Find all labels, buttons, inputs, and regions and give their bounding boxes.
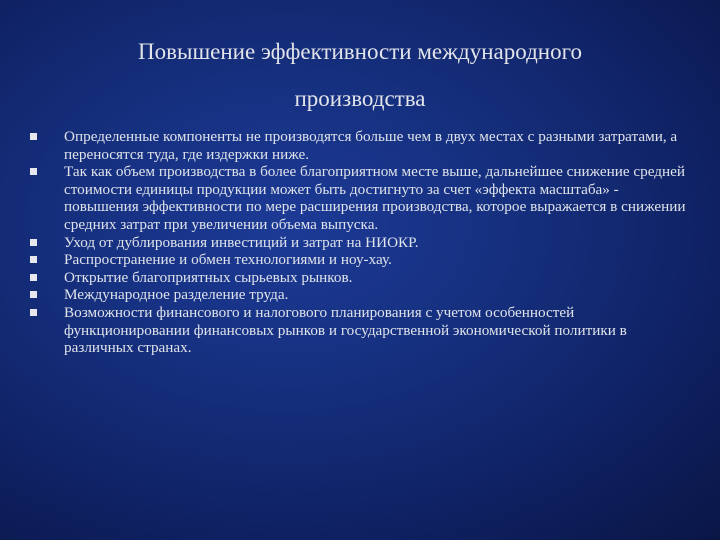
bullet-text: Уход от дублирования инвестиций и затрат на НИОКР. (64, 233, 419, 251)
bullet-text: Так как объем производства в более благоприятном месте выше, дальнейшее снижение средней стоимости единицы продукции может быть достигнуто за счет «эффекта масштаба» - повышения эффективности по мере расширения производства, которое выражается в снижении средних затрат при увеличении объема выпуска. (64, 163, 686, 233)
bullet-item (30, 304, 690, 357)
square-bullet-icon (30, 274, 37, 281)
bullet-text: Распространение и обмен технологиями и ноу-хау. (64, 251, 392, 269)
square-bullet-icon (30, 239, 37, 246)
bullet-item (30, 269, 690, 287)
square-bullet-icon (30, 309, 37, 316)
bullet-item (30, 286, 690, 304)
slide-title (30, 28, 690, 122)
slide-title-line-2: производства (294, 86, 426, 111)
square-bullet-icon (30, 256, 37, 263)
bullet-item (30, 163, 690, 233)
bullet-text: Возможности финансового и налогового планирования с учетом особенностей функционировании финансовых рынков и государственной экономической политики в различных странах. (64, 303, 627, 357)
bullet-item (30, 128, 690, 163)
square-bullet-icon (30, 168, 37, 175)
slide-title-line-1: Повышение эффективности международного (138, 39, 582, 64)
bullet-text: Международное разделение труда. (64, 286, 289, 304)
bullet-text: Определенные компоненты не производятся больше чем в двух местах с разными затратами, а переносятся туда, где издержки ниже. (64, 128, 678, 163)
bullet-item (30, 251, 690, 269)
square-bullet-icon (30, 133, 37, 140)
square-bullet-icon (30, 291, 37, 298)
bullet-text: Открытие благоприятных сырьевых рынков. (64, 268, 353, 286)
bullet-item (30, 234, 690, 252)
bullet-list (30, 128, 690, 357)
